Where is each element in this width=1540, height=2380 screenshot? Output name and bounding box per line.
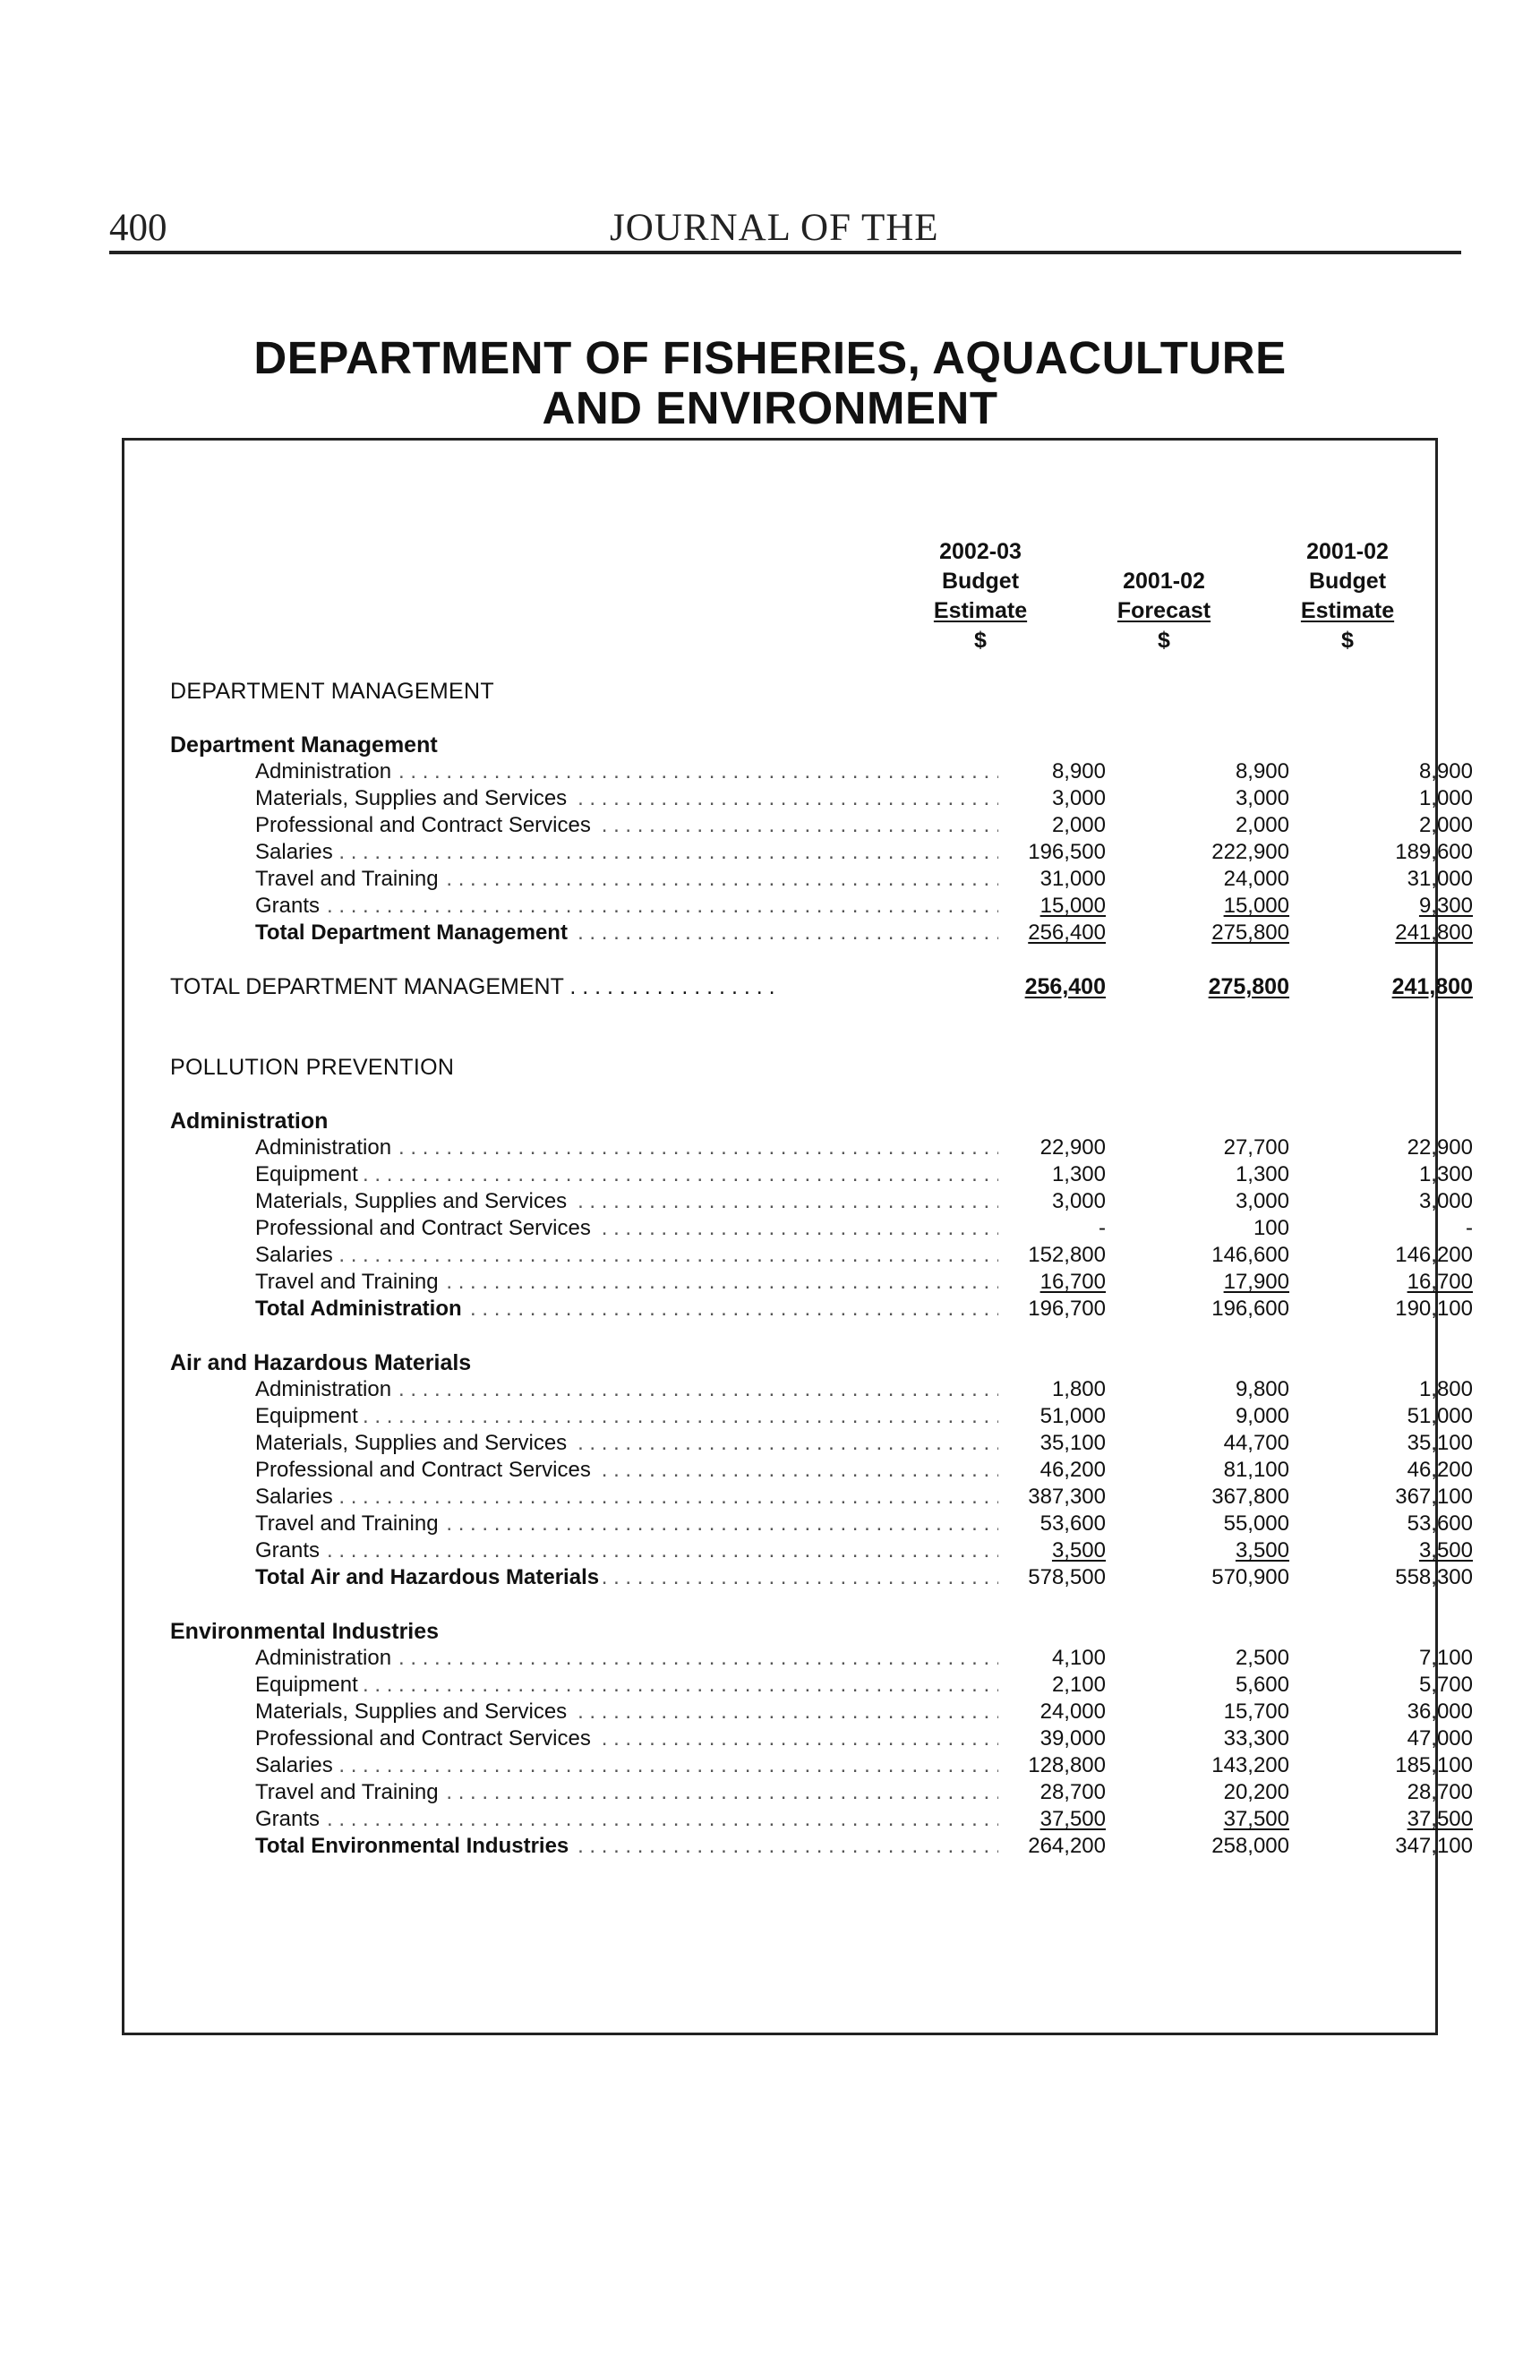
cell-value: 15,700 bbox=[1223, 1699, 1289, 1724]
cell-value: 31,000 bbox=[1040, 867, 1106, 891]
row-label bbox=[255, 1485, 998, 1510]
column-header-2002-03-estimate: 2002-03 Budget Estimate $ bbox=[933, 539, 1028, 653]
cell-value: 31,000 bbox=[1407, 867, 1473, 891]
cell-value: 189,600 bbox=[1395, 840, 1473, 864]
row-label-text: Materials, Supplies and Services bbox=[255, 1189, 570, 1213]
cell-value: 15,000 bbox=[1040, 894, 1106, 918]
subtotal-row bbox=[255, 920, 1473, 947]
cell-value: 570,900 bbox=[1211, 1565, 1289, 1589]
table-row bbox=[255, 1485, 1473, 1511]
cell-value: 15,000 bbox=[1223, 894, 1289, 918]
cell-value: 35,100 bbox=[1040, 1431, 1106, 1455]
row-label bbox=[255, 1243, 998, 1268]
cell-value: 196,700 bbox=[1028, 1297, 1106, 1321]
row-label-text: Equipment bbox=[255, 1404, 362, 1428]
cell-value: 143,200 bbox=[1211, 1753, 1289, 1777]
row-label-text: Total Administration bbox=[255, 1297, 466, 1321]
row-label bbox=[255, 1270, 998, 1295]
cell-value: 256,400 bbox=[1028, 920, 1106, 945]
cell-value: 7,100 bbox=[1418, 1646, 1473, 1670]
cell-value: 275,800 bbox=[1211, 920, 1289, 945]
row-label bbox=[255, 1404, 998, 1429]
cell-value: 47,000 bbox=[1407, 1726, 1473, 1751]
cell-value: 51,000 bbox=[1407, 1404, 1473, 1428]
row-label bbox=[255, 1458, 998, 1483]
cell-value: 1,000 bbox=[1418, 786, 1473, 810]
cell-value: 3,500 bbox=[1051, 1538, 1106, 1562]
cell-value: 37,500 bbox=[1223, 1807, 1289, 1831]
row-label bbox=[255, 840, 998, 865]
cell-value: 36,000 bbox=[1407, 1699, 1473, 1724]
cell-value: 2,000 bbox=[1235, 813, 1289, 837]
cell-value: 196,500 bbox=[1028, 840, 1106, 864]
row-label-text: Grants bbox=[255, 1807, 323, 1831]
cell-value: 387,300 bbox=[1028, 1485, 1106, 1509]
cell-value: 100 bbox=[1253, 1216, 1289, 1240]
cell-value: 37,500 bbox=[1407, 1807, 1473, 1831]
row-label bbox=[255, 1834, 998, 1859]
row-label bbox=[255, 1189, 998, 1214]
table-row bbox=[255, 1431, 1473, 1458]
cell-value: 20,200 bbox=[1223, 1780, 1289, 1804]
row-label bbox=[255, 1162, 998, 1187]
row-label bbox=[255, 1297, 998, 1322]
row-label-text: Administration bbox=[255, 759, 395, 783]
group-heading: Environmental Industries bbox=[170, 1619, 440, 1644]
cell-value: 190,100 bbox=[1395, 1297, 1473, 1321]
cell-value: 16,700 bbox=[1407, 1270, 1473, 1294]
row-label-text: Total Department Management bbox=[255, 920, 571, 945]
cell-value: 3,000 bbox=[1235, 1189, 1289, 1213]
cell-value: 51,000 bbox=[1040, 1404, 1106, 1428]
cell-value: 81,100 bbox=[1223, 1458, 1289, 1482]
row-label-text: Salaries bbox=[255, 1243, 337, 1267]
cell-value: 46,200 bbox=[1040, 1458, 1106, 1482]
cell-value: 146,200 bbox=[1395, 1243, 1473, 1267]
cell-value: 22,900 bbox=[1407, 1135, 1473, 1160]
cell-value: 39,000 bbox=[1040, 1726, 1106, 1751]
row-label-text: Administration bbox=[255, 1377, 395, 1401]
table-row bbox=[255, 1807, 1473, 1834]
section-heading: POLLUTION PREVENTION bbox=[170, 1055, 455, 1080]
cell-value: 3,500 bbox=[1235, 1538, 1289, 1562]
row-label bbox=[255, 1377, 998, 1402]
cell-value: 3,500 bbox=[1418, 1538, 1473, 1562]
row-label bbox=[255, 759, 998, 784]
subtotal-row bbox=[255, 1297, 1473, 1323]
row-label-text: Professional and Contract Services bbox=[255, 1216, 595, 1240]
table-row bbox=[255, 1243, 1473, 1270]
column-header-2001-02-forecast: 2001-02 Forecast $ bbox=[1116, 569, 1211, 653]
table-row bbox=[255, 1404, 1473, 1431]
cell-value: 3,000 bbox=[1051, 1189, 1106, 1213]
cell-value: 9,300 bbox=[1418, 894, 1473, 918]
row-label bbox=[255, 1538, 998, 1563]
row-label bbox=[255, 920, 998, 946]
cell-value: 222,900 bbox=[1211, 840, 1289, 864]
grand-total-label: TOTAL DEPARTMENT MANAGEMENT . . . . . . . . . . . . . . . . . bbox=[170, 974, 775, 999]
cell-value: 17,900 bbox=[1223, 1270, 1289, 1294]
row-label bbox=[255, 1673, 998, 1698]
cell-value: 258,000 bbox=[1211, 1834, 1289, 1858]
cell-value: 44,700 bbox=[1223, 1431, 1289, 1455]
group-heading: Administration bbox=[170, 1109, 329, 1134]
row-label-text: Equipment bbox=[255, 1673, 362, 1697]
cell-value: 264,200 bbox=[1028, 1834, 1106, 1858]
row-label-text: Administration bbox=[255, 1135, 395, 1160]
table-row bbox=[255, 1189, 1473, 1216]
cell-value: 28,700 bbox=[1407, 1780, 1473, 1804]
group-heading: Department Management bbox=[170, 732, 438, 758]
cell-value: 46,200 bbox=[1407, 1458, 1473, 1482]
row-label-text: Salaries bbox=[255, 1753, 337, 1777]
table-row bbox=[255, 1270, 1473, 1297]
row-label bbox=[255, 1565, 998, 1590]
grand-total-value: 241,800 bbox=[1391, 974, 1473, 999]
cell-value: 2,500 bbox=[1235, 1646, 1289, 1670]
row-label bbox=[255, 867, 998, 892]
row-label bbox=[255, 1753, 998, 1778]
journal-title: JOURNAL OF THE bbox=[610, 207, 939, 249]
row-label-text: Administration bbox=[255, 1646, 395, 1670]
cell-value: 53,600 bbox=[1407, 1511, 1473, 1536]
cell-value: 53,600 bbox=[1040, 1511, 1106, 1536]
grand-total-row bbox=[170, 974, 1473, 1001]
cell-value: 2,000 bbox=[1418, 813, 1473, 837]
row-label-text: Materials, Supplies and Services bbox=[255, 1431, 570, 1455]
cell-value: 9,000 bbox=[1235, 1404, 1289, 1428]
row-label bbox=[255, 1807, 998, 1832]
cell-value: 3,000 bbox=[1418, 1189, 1473, 1213]
column-header-2001-02-estimate: 2001-02 Budget Estimate $ bbox=[1300, 539, 1395, 653]
cell-value: 578,500 bbox=[1028, 1565, 1106, 1589]
row-label bbox=[255, 1511, 998, 1537]
cell-value: 8,900 bbox=[1235, 759, 1289, 783]
grand-total-value: 256,400 bbox=[1024, 974, 1106, 999]
row-label-text: Grants bbox=[255, 1538, 323, 1562]
grand-total-value: 275,800 bbox=[1208, 974, 1289, 999]
table-row bbox=[255, 894, 1473, 920]
cell-value: 8,900 bbox=[1051, 759, 1106, 783]
row-label bbox=[255, 1216, 998, 1241]
table-row bbox=[255, 1699, 1473, 1726]
cell-value: 5,700 bbox=[1418, 1673, 1473, 1697]
table-row bbox=[255, 813, 1473, 840]
table-row bbox=[255, 840, 1473, 867]
cell-value: 33,300 bbox=[1223, 1726, 1289, 1751]
row-label-text: Travel and Training bbox=[255, 1270, 442, 1294]
header-rule bbox=[109, 251, 1461, 254]
row-label-text: Travel and Training bbox=[255, 1511, 442, 1536]
cell-value: 1,300 bbox=[1418, 1162, 1473, 1186]
row-label bbox=[255, 1726, 998, 1751]
table-row bbox=[255, 1646, 1473, 1673]
table-row bbox=[255, 1377, 1473, 1404]
cell-value: 16,700 bbox=[1040, 1270, 1106, 1294]
row-label-text: Professional and Contract Services bbox=[255, 1726, 595, 1751]
row-label-text: Materials, Supplies and Services bbox=[255, 786, 570, 810]
cell-value: 128,800 bbox=[1028, 1753, 1106, 1777]
table-row bbox=[255, 786, 1473, 813]
row-label bbox=[255, 1646, 998, 1671]
row-label bbox=[255, 813, 998, 838]
cell-value: 37,500 bbox=[1040, 1807, 1106, 1831]
running-header bbox=[109, 199, 1461, 253]
row-label-text: Travel and Training bbox=[255, 867, 442, 891]
row-label-text: Salaries bbox=[255, 1485, 337, 1509]
cell-value: 185,100 bbox=[1395, 1753, 1473, 1777]
cell-value: 2,000 bbox=[1051, 813, 1106, 837]
table-row bbox=[255, 1753, 1473, 1780]
cell-value: 347,100 bbox=[1395, 1834, 1473, 1858]
cell-value: - bbox=[1466, 1216, 1473, 1240]
row-label-text: Total Air and Hazardous Materials bbox=[255, 1565, 603, 1589]
cell-value: 558,300 bbox=[1395, 1565, 1473, 1589]
table-row bbox=[255, 867, 1473, 894]
cell-value: 152,800 bbox=[1028, 1243, 1106, 1267]
table-row bbox=[255, 1162, 1473, 1189]
subtotal-row bbox=[255, 1565, 1473, 1592]
row-label-text: Equipment bbox=[255, 1162, 362, 1186]
page-number: 400 bbox=[109, 207, 167, 249]
row-label-text: Travel and Training bbox=[255, 1780, 442, 1804]
table-row bbox=[255, 1135, 1473, 1162]
cell-value: 146,600 bbox=[1211, 1243, 1289, 1267]
row-label-text: Total Environmental Industries bbox=[255, 1834, 572, 1858]
table-row bbox=[255, 1216, 1473, 1243]
table-row bbox=[255, 1780, 1473, 1807]
row-label-text: Grants bbox=[255, 894, 323, 918]
cell-value: 9,800 bbox=[1235, 1377, 1289, 1401]
cell-value: 367,100 bbox=[1395, 1485, 1473, 1509]
cell-value: 367,800 bbox=[1211, 1485, 1289, 1509]
row-label bbox=[255, 1135, 998, 1160]
table-row bbox=[255, 759, 1473, 786]
table-row bbox=[255, 1511, 1473, 1538]
row-label-text: Professional and Contract Services bbox=[255, 1458, 595, 1482]
row-label bbox=[255, 1780, 998, 1805]
cell-value: - bbox=[1099, 1216, 1106, 1240]
cell-value: 196,600 bbox=[1211, 1297, 1289, 1321]
table-row bbox=[255, 1538, 1473, 1565]
cell-value: 241,800 bbox=[1395, 920, 1473, 945]
section-heading: DEPARTMENT MANAGEMENT bbox=[170, 679, 494, 704]
cell-value: 1,300 bbox=[1235, 1162, 1289, 1186]
cell-value: 27,700 bbox=[1223, 1135, 1289, 1160]
cell-value: 24,000 bbox=[1040, 1699, 1106, 1724]
department-title-line-2: AND ENVIRONMENT bbox=[542, 382, 998, 433]
table-row bbox=[255, 1458, 1473, 1485]
cell-value: 22,900 bbox=[1040, 1135, 1106, 1160]
cell-value: 5,600 bbox=[1235, 1673, 1289, 1697]
cell-value: 28,700 bbox=[1040, 1780, 1106, 1804]
cell-value: 1,300 bbox=[1051, 1162, 1106, 1186]
department-title bbox=[125, 333, 1415, 433]
cell-value: 24,000 bbox=[1223, 867, 1289, 891]
subtotal-row bbox=[255, 1834, 1473, 1861]
cell-value: 55,000 bbox=[1223, 1511, 1289, 1536]
cell-value: 4,100 bbox=[1051, 1646, 1106, 1670]
row-label bbox=[255, 1699, 998, 1725]
cell-value: 1,800 bbox=[1418, 1377, 1473, 1401]
cell-value: 3,000 bbox=[1051, 786, 1106, 810]
row-label-text: Salaries bbox=[255, 840, 337, 864]
cell-value: 1,800 bbox=[1051, 1377, 1106, 1401]
cell-value: 35,100 bbox=[1407, 1431, 1473, 1455]
row-label-text: Materials, Supplies and Services bbox=[255, 1699, 570, 1724]
row-label bbox=[255, 1431, 998, 1456]
row-label bbox=[255, 894, 998, 919]
row-label bbox=[255, 786, 998, 811]
row-label-text: Professional and Contract Services bbox=[255, 813, 595, 837]
table-row bbox=[255, 1726, 1473, 1753]
table-row bbox=[255, 1673, 1473, 1699]
cell-value: 2,100 bbox=[1051, 1673, 1106, 1697]
cell-value: 8,900 bbox=[1418, 759, 1473, 783]
department-title-line-1: DEPARTMENT OF FISHERIES, AQUACULTURE bbox=[253, 332, 1287, 383]
cell-value: 3,000 bbox=[1235, 786, 1289, 810]
group-heading: Air and Hazardous Materials bbox=[170, 1350, 472, 1375]
